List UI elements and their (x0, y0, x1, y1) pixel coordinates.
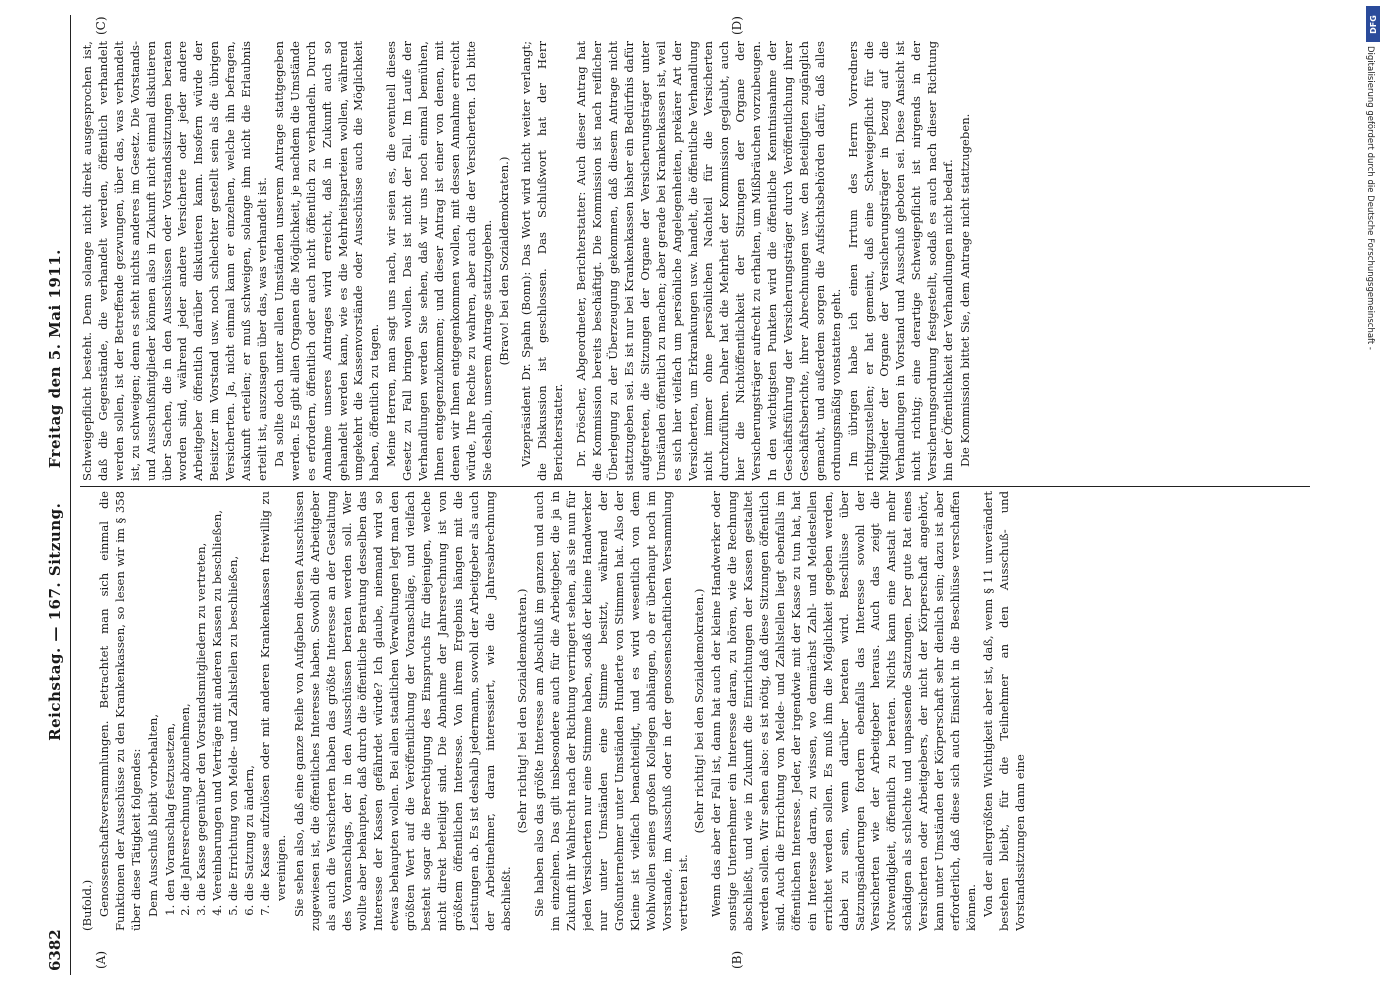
left-column (80, 491, 1315, 931)
paragraph: Sie haben also das größte Interesse am Abschluß im ganzen und auch im einzelnen. Das gilt insbesondere auch für die Arbeitgeber, die ja in Zukunft ihr Wahlrecht nach der Richtung verringert sehen, als sie nun für jeden Versicherten nur eine Stimme haben, sodaß der kleine Handwerker nur unter Umständen eine Stimme besitzt, während der Großunternehmer unter Umständen Hunderte von Stimmen hat. Also der Kleine ist vielfach benachteiligt, und es wird wesentlich von dem Wohlwollen seines großen Kollegen abhängen, ob er überhaupt noch im Vorstande, im Ausschuß oder in der genossenschaftlichen Versammlung vertreten ist. (532, 491, 690, 931)
paragraph: Von der allergrößten Wichtigkeit aber ist, daß, wenn § 11 unverändert bestehen bleibt, für die Teilnehmer an den Ausschuß- und Vorstandssitzungen dann eine (980, 491, 1027, 931)
session-date: Freitag den 5. Mai 1911. (46, 249, 64, 469)
paragraph: Dem Ausschuß bleibt vorbehalten, (145, 713, 160, 917)
list-item: 5. die Errichtung von Melde- und Zahlstellen zu beschließen, (226, 491, 242, 901)
margin-marker-c: (C) (94, 16, 108, 35)
list-item: 4. Vereinbarungen und Verträge mit anderen Kassen zu beschließen, (210, 491, 226, 901)
page-number: 6382 (46, 929, 64, 971)
paragraph: Die Kommission bittet Sie, dem Antrage nicht stattzugeben. (957, 113, 972, 467)
digitization-credit-text: Digitalisierung gefördert durch die Deutsche Forschungsgemeinschaft - (1365, 46, 1375, 350)
speaker-paragraph: Vizepräsident Dr. Spahn (Bonn): Das Wort wird nicht weiter verlangt; die Diskussion ist geschlossen. Das Schlußwort hat der Herr Berichterstatter. (519, 41, 566, 481)
dfg-logo (1366, 6, 1380, 42)
paragraph: Genossenschaftsversammlungen. Betrachtet man sich einmal die Funktionen der Ausschüsse zu den Krankenkassen, so lesen wir im § 358 über diese Tätigkeit folgendes: (96, 491, 143, 931)
list-item: 7. die Kasse aufzulösen oder mit anderen Krankenkassen freiwillig zu vereinigen. (258, 491, 290, 901)
interjection: (Sehr richtig! bei den Sozialdemokraten.) (515, 588, 530, 834)
list-item: 6. die Satzung zu ändern, (242, 491, 258, 901)
paragraph: Im übrigen habe ich einen Irrtum des Herrn Vorredners richtigzustellen; er hat gemeint, daß eine Schweigepflicht für die Mitglieder der Organe der Versicherungsträger in bezug auf die Verhandlungen in Vorstand und Ausschuß geboten sei. Diese Ansicht ist nicht richtig; eine derartige Schweigepflicht ist nirgends in der Versicherungsordnung festgestellt, sodaß es auch nach dieser Richtung hin der Öffentlichkeit der Verhandlungen nicht bedarf. (845, 41, 956, 481)
duties-list (163, 491, 290, 901)
list-item: 1. den Voranschlag festzusetzen, (163, 491, 179, 901)
interjection: (Sehr richtig! bei den Sozialdemokraten.) (692, 588, 707, 834)
paragraph: Schweigepflicht besteht. Denn solange nicht direkt ausgesprochen ist, daß die Gegenstände, die verhandelt werden, öffentlich verhandelt werden sollen, ist der Betreffende gezwungen, über das, was verhandelt ist, zu schweigen; denn es steht nichts anderes im Gesetz. Die Vorstands- und Ausschußmitglieder können also in Zukunft nicht einmal diskutieren über Sachen, die in den Ausschüssen oder Vorstandssitzungen beraten worden sind, während jeder andere Versicherte oder jeder andere Arbeitgeber öffentlich darüber diskutieren kann. Insofern würde der Beisitzer im Vorstand usw. noch schlechter gestellt sein als die übrigen Versicherten. Ja, nicht einmal kann er einzelnen, welche ihn befragen, Auskunft erteilen; er muß schweigen, solange ihm nicht die Erlaubnis erteilt ist, auszusagen über das, was verhandelt ist. (80, 41, 269, 481)
column-divider (80, 486, 1310, 487)
paragraph: Meine Herren, man sagt uns nach, wir seien es, die eventuell dieses Gesetz zu Fall bringen wollen. Das ist nicht der Fall. Im Laufe der Verhandlungen werden Sie sehen, daß wir uns noch einmal bemühen, Ihnen entgegenzukommen; und dieser Antrag ist einer von denen, mit denen wir Ihnen entgegenkommen wollen, mit dessen Annahme erreicht würde, Ihre Rechte zu wahren, aber auch die der Versicherten. Ich bitte Sie deshalb, unserem Antrage stattzugeben. (384, 41, 494, 481)
continuation-note: (Bufold.) (80, 879, 94, 931)
list-item: 2. die Jahresrechnung abzunehmen, (178, 491, 194, 901)
paragraph: Sie sehen also, daß eine ganze Reihe von Aufgaben diesen Ausschüssen zugewiesen ist, die öffentliches Interesse haben. Sowohl die Arbeitgeber als auch die Versicherten haben das größte Interesse an der Gestaltung des Voranschlags, der in den Ausschüssen beraten werden soll. Wer wollte aber behaupten, daß durch die öffentliche Beratung desselben das Interesse der Kassen gefährdet würde? Ich glaube, niemand wird so etwas behaupten wollen. Bei allen staatlichen Verwaltungen legt man den größten Wert auf die Veröffentlichung der Voranschläge, und vielfach besteht sogar die Berechtigung des Einspruchs für diejenigen, welche nicht direkt beteiligt sind. Die Abnahme der Jahresrechnung ist von größtem öffentlichen Interesse. Von ihrem Ergebnis hängen mit die Leistungen ab. Es ist deshalb jedermann, sowohl der Arbeitgeber als auch der Arbeitnehmer, daran interessiert, wie die Jahresabrechnung abschließt. (291, 491, 513, 931)
margin-marker-d: (D) (730, 16, 744, 35)
running-head (40, 15, 71, 975)
right-column (80, 41, 1315, 481)
session-title: Reichstag. — 167. Sitzung. (46, 502, 64, 741)
page-header-title (46, 15, 64, 975)
interjection: (Bravo! bei den Sozialdemokraten.) (496, 156, 511, 366)
margin-marker-a: (A) (94, 950, 108, 969)
margin-marker-b: (B) (730, 950, 744, 969)
paragraph: Da sollte doch unter allen Umständen unserem Antrage stattgegeben werden. Es gibt allen Organen die Möglichkeit, je nachdem die Umstände es erfordern, öffentlich oder auch nicht öffentlich zu verhandeln. Durch Annahme unseres Antrages wird erreicht, daß in Zukunft auch so gehandelt werden kann, wie es die Mehrheitsparteien wollen, während umgekehrt die Kassenvorstände oder Ausschüsse auch die Möglichkeit haben, öffentlich zu tagen. (271, 41, 382, 481)
rotated-newspaper-page (40, 15, 1330, 975)
paragraph: Wenn das aber der Fall ist, dann hat auch der kleine Handwerker oder sonstige Unternehmer ein Interesse daran, zu hören, wie die Rechnung abschließt, und wie in Zukunft die Einrichtungen der Kassen gestaltet werden sollen. Wir sehen also: es ist nötig, daß diese Sitzungen öffentlich sind. Auch die Errichtung von Melde- und Zahlstellen liegt ebenfalls im öffentlichen Interesse. Jeder, der irgendwie mit der Kasse zu tun hat, hat ein Interesse daran, zu wissen, wo demnächst Zahl- und Meldestellen errichtet werden sollen. Es muß ihm die Möglichkeit gegeben werden, dabei zu sein, wenn darüber beraten wird. Beschlüsse über Satzungsänderungen fordern ebenfalls das Interesse sowohl der Versicherten wie der Arbeitgeber heraus. Auch das zeigt die Notwendigkeit, öffentlich zu beraten. Nichts kann eine Anstalt mehr schädigen als schlechte und unpassende Satzungen. Der gute Rat eines Versicherten oder Arbeitgebers, der nicht der Körperschaft angehört, kann unter Umständen der Körperschaft sehr dienlich sein; dazu ist aber erforderlich, daß diese sich auch Einsicht in die Beschlüsse verschaffen können. (709, 491, 978, 931)
speaker-paragraph: Dr. Dröscher, Abgeordneter, Berichterstatter: Auch dieser Antrag hat die Kommission bereits beschäftigt. Die Kommission ist nach reiflicher Überlegung zu der Überzeugung gekommen, daß diesem Antrage nicht stattzugeben sei. Es ist nur bei Krankenkassen bisher ein Bedürfnis dafür aufgetreten, die Sitzungen der Organe der Versicherungsträger unter Umständen öffentlich zu machen; aber gerade bei Krankenkassen ist, weil es sich hier vielfach um persönliche Angelegenheiten, prekärer Art der Versicherten, um Erkrankungen usw. handelt, die öffentliche Verhandlung nicht immer ohne persönlichen Nachteil für die Versicherten durchzuführen. Daher hat die Mehrheit der Kommission geglaubt, auch hier die Nichtöffentlichkeit der Sitzungen der Organe der Versicherungsträger aufrecht zu erhalten, um Mißbräuchen vorzubeugen. In den wichtigsten Punkten wird die öffentliche Kenntnisnahme der Geschäftsführung der Versicherungsträger durch Veröffentlichung ihrer Geschäftsberichte, ihrer Abrechnungen usw. den Beteiligten zugänglich gemacht, und außerdem sorgen die Aufsichtsbehörden dafür, daß alles ordnungsmäßig vonstatten geht. (574, 41, 843, 481)
dfg-logo-text: DFG (1368, 14, 1378, 34)
list-item: 3. die Kasse gegenüber den Vorstandsmitgliedern zu vertreten, (194, 491, 210, 901)
